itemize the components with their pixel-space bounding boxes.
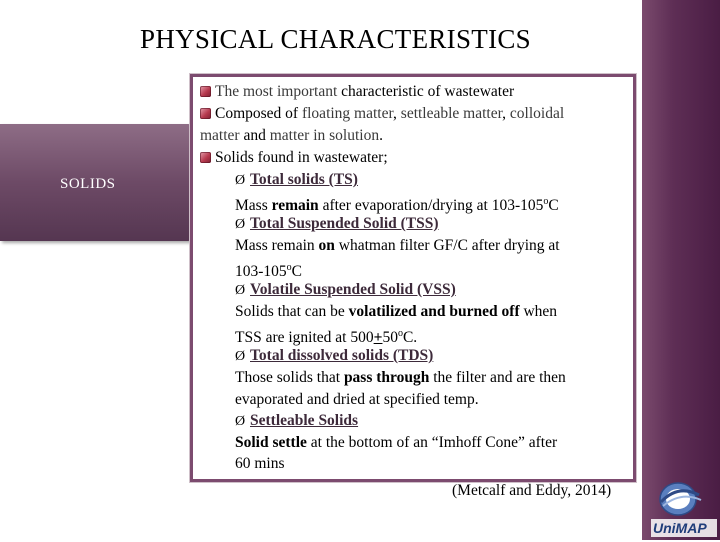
superscript: o [286, 262, 292, 273]
bullet-1-text: characteristic of wastewater [337, 83, 515, 100]
arrow-icon: Ø [235, 173, 246, 188]
sep: . [379, 127, 383, 144]
bullet-3 [200, 148, 388, 168]
text-bold: Solid settle [235, 434, 307, 451]
text: Mass remain [235, 237, 319, 254]
item-heading: Total Suspended Solid (TSS) [250, 215, 439, 232]
bullet-2-term: matter [200, 127, 240, 144]
text: the filter and are then [429, 369, 566, 386]
item-settleable-desc-2 [235, 454, 285, 474]
text: 103-105 [235, 263, 287, 281]
decorative-sidebar [642, 0, 720, 540]
bullet-2-cont [200, 126, 383, 146]
bullet-2 [200, 104, 564, 124]
logo-graphic [651, 479, 717, 537]
item-settleable-heading [235, 411, 358, 432]
item-ts-heading [235, 170, 358, 191]
citation: (Metcalf and Eddy, 2014) [452, 482, 612, 499]
item-tds-desc [235, 368, 566, 388]
item-heading: Total solids (TS) [250, 171, 358, 188]
sep: and [239, 127, 270, 144]
item-tss-desc [235, 236, 560, 256]
bullet-3-text: Solids found in wastewater; [215, 149, 388, 166]
text: TSS are ignited at 500 [235, 329, 374, 347]
text: after evaporation/drying at 103-105 [318, 197, 544, 215]
item-heading: Settleable Solids [250, 412, 359, 429]
item-heading: Volatile Suspended Solid (VSS) [250, 281, 456, 298]
bullet-square-icon [200, 152, 211, 163]
bullet-square-icon [200, 108, 211, 119]
bullet-2-term: settleable matter [400, 105, 503, 122]
plus-minus: + [373, 329, 383, 347]
text: whatman filter GF/C after drying at [334, 237, 560, 254]
sep: , [502, 105, 510, 122]
bullet-2-term: matter in solution [269, 127, 380, 144]
arrow-icon: Ø [235, 283, 246, 298]
text: evaporated and dried at specified temp. [235, 391, 479, 408]
text: Mass [235, 197, 272, 215]
text: at the bottom of an “Imhoff Cone” after [306, 434, 558, 451]
bullet-1-highlight: The most important [215, 83, 338, 100]
bullet-2-text: Composed of [215, 105, 302, 122]
item-tds-desc-2 [235, 390, 479, 410]
bullet-square-icon [200, 86, 211, 97]
item-settleable-desc [235, 433, 557, 453]
superscript: o [397, 328, 403, 339]
item-tss-heading [235, 214, 439, 235]
bullet-2-term: colloidal [509, 105, 565, 122]
item-vss-heading [235, 280, 456, 301]
text-bold: on [318, 237, 335, 254]
arrow-icon: Ø [235, 349, 246, 364]
item-heading: Total dissolved solids (TDS) [250, 347, 434, 364]
item-vss-desc [235, 302, 557, 322]
item-tss-desc-2 [235, 258, 302, 282]
sep: , [393, 105, 401, 122]
text: C [548, 197, 559, 215]
solids-label: SOLIDS [60, 176, 116, 192]
text: 50 [382, 329, 398, 347]
text: Those solids that [235, 369, 344, 386]
text: C [291, 263, 303, 281]
arrow-icon: Ø [235, 414, 246, 429]
item-vss-desc-2 [235, 324, 417, 348]
item-tds-heading [235, 346, 433, 367]
text: Solids that can be [235, 303, 349, 320]
unimap-logo [651, 479, 717, 537]
text-bold: remain [271, 197, 319, 215]
text: when [519, 303, 558, 320]
page-title: PHYSICAL CHARACTERISTICS [140, 24, 532, 54]
logo-text: UniMAP [653, 520, 707, 536]
bullet-2-term: floating matter [301, 105, 394, 122]
item-ts-desc [235, 192, 559, 216]
text: C. [402, 329, 418, 347]
text-bold: pass through [343, 369, 430, 386]
arrow-icon: Ø [235, 217, 246, 232]
text: 60 mins [235, 455, 285, 472]
superscript: o [543, 196, 549, 207]
text-bold: volatilized and burned off [348, 303, 520, 320]
bullet-1 [200, 82, 514, 102]
